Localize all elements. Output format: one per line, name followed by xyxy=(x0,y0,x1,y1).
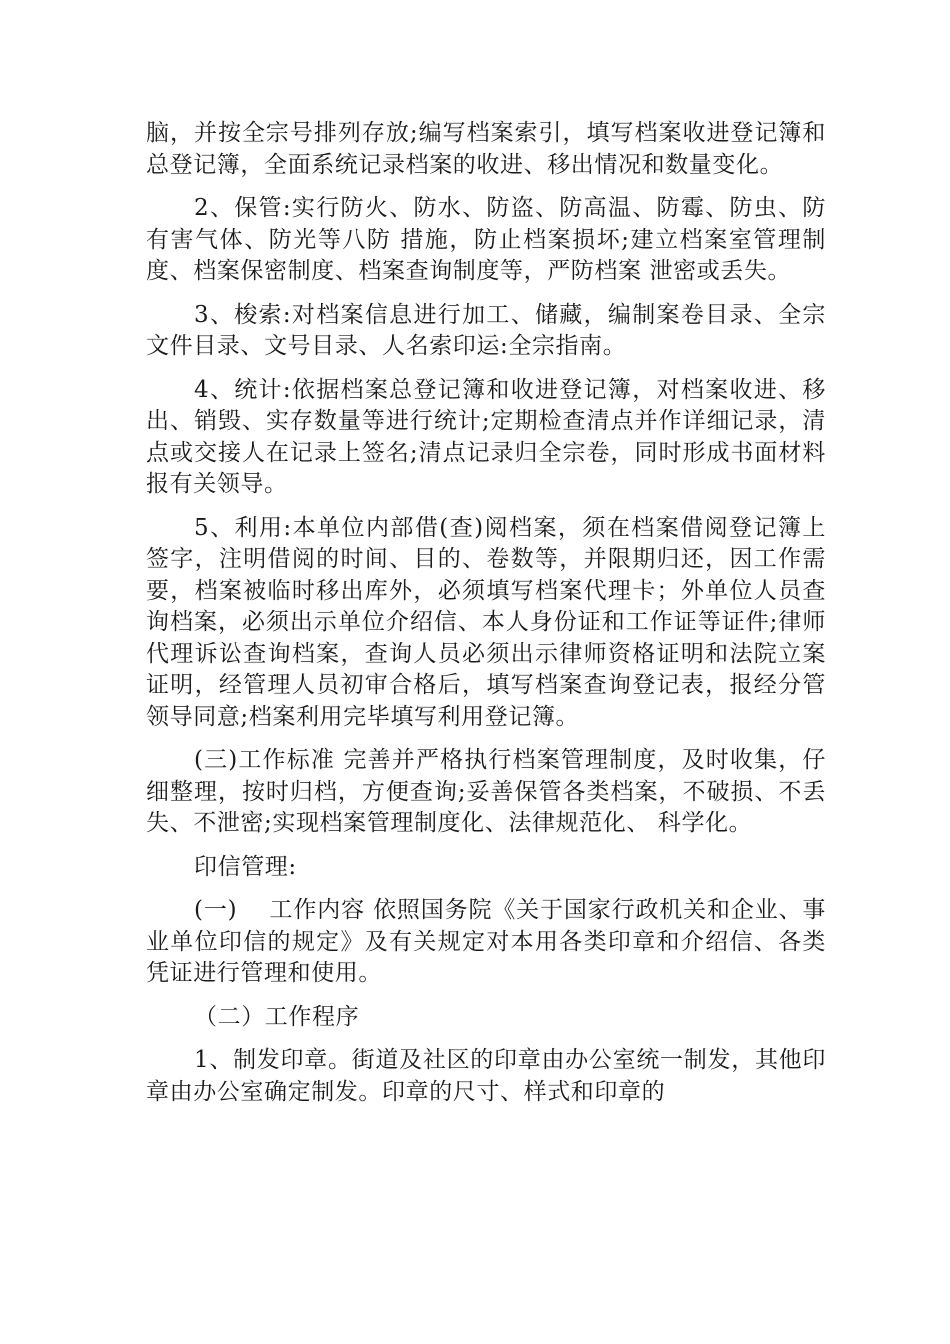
paragraph-seal-issuance: 1、制发印章。街道及社区的印章由办公室统一制发，其他印章由办公室确定制发。印章的尺寸、样式和印章的 xyxy=(146,1047,826,1105)
paragraph-statistics: 4、统计:依据档案总登记簿和收进登记簿，对档案收进、移出、销毁、实存数量等进行统计;定期检查清点并作详细记录，清点或交接人在记录上签名;清点记录归全宗卷，同时形成书面材料报有关领导。 xyxy=(146,376,826,497)
paragraph-storage: 2、保管:实行防火、防水、防盗、防高温、防霉、防虫、防有害气体、防光等八防 措施，防止档案损坏;建立档案室管理制度、档案保密制度、档案查询制度等，严防档案 泄密或丢失。 xyxy=(146,195,826,284)
paragraph-utilization: 5、利用:本单位内部借(查)阅档案，须在档案借阅登记簿上签字，注明借阅的时间、目的、卷数等，并限期归还，因工作需要，档案被临时移出库外，必须填写档案代理卡；外单位人员查询档案，必须出示单位介绍信、本人身份证和工作证等证件;律师代理诉讼查询档案，查询人员必须出示律师资格证明和法院立案证明，经管理人员初审合格后，填写档案查询登记表，报经分管领导同意;档案利用完毕填写利用登记簿。 xyxy=(146,514,826,730)
paragraph-work-standard: (三)工作标准 完善并严格执行档案管理制度，及时收集，仔细整理，按时归档，方便查询;妥善保管各类档案，不破损、不丢失、不泄密;实现档案管理制度化、法律规范化、 科学化。 xyxy=(146,747,826,836)
document-body xyxy=(146,118,826,1108)
paragraph-continuation: 脑，并按全宗号排列存放;编写档案索引，填写档案收进登记簿和总登记簿，全面系统记录档案的收进、移出情况和数量变化。 xyxy=(146,120,826,178)
paragraph-work-content: (一) 工作内容 依照国务院《关于国家行政机关和企业、事业单位印信的规定》及有关规定对本用各类印章和介绍信、各类凭证进行管理和使用。 xyxy=(146,897,826,986)
subheading-work-procedure: （二）工作程序 xyxy=(194,1003,360,1030)
section-heading-seal-management: 印信管理: xyxy=(194,853,297,880)
paragraph-retrieval: 3、梭索:对档案信息进行加工、储藏，编制案卷目录、全宗文件目录、文号目录、人名索印运:全宗指南。 xyxy=(146,301,826,359)
